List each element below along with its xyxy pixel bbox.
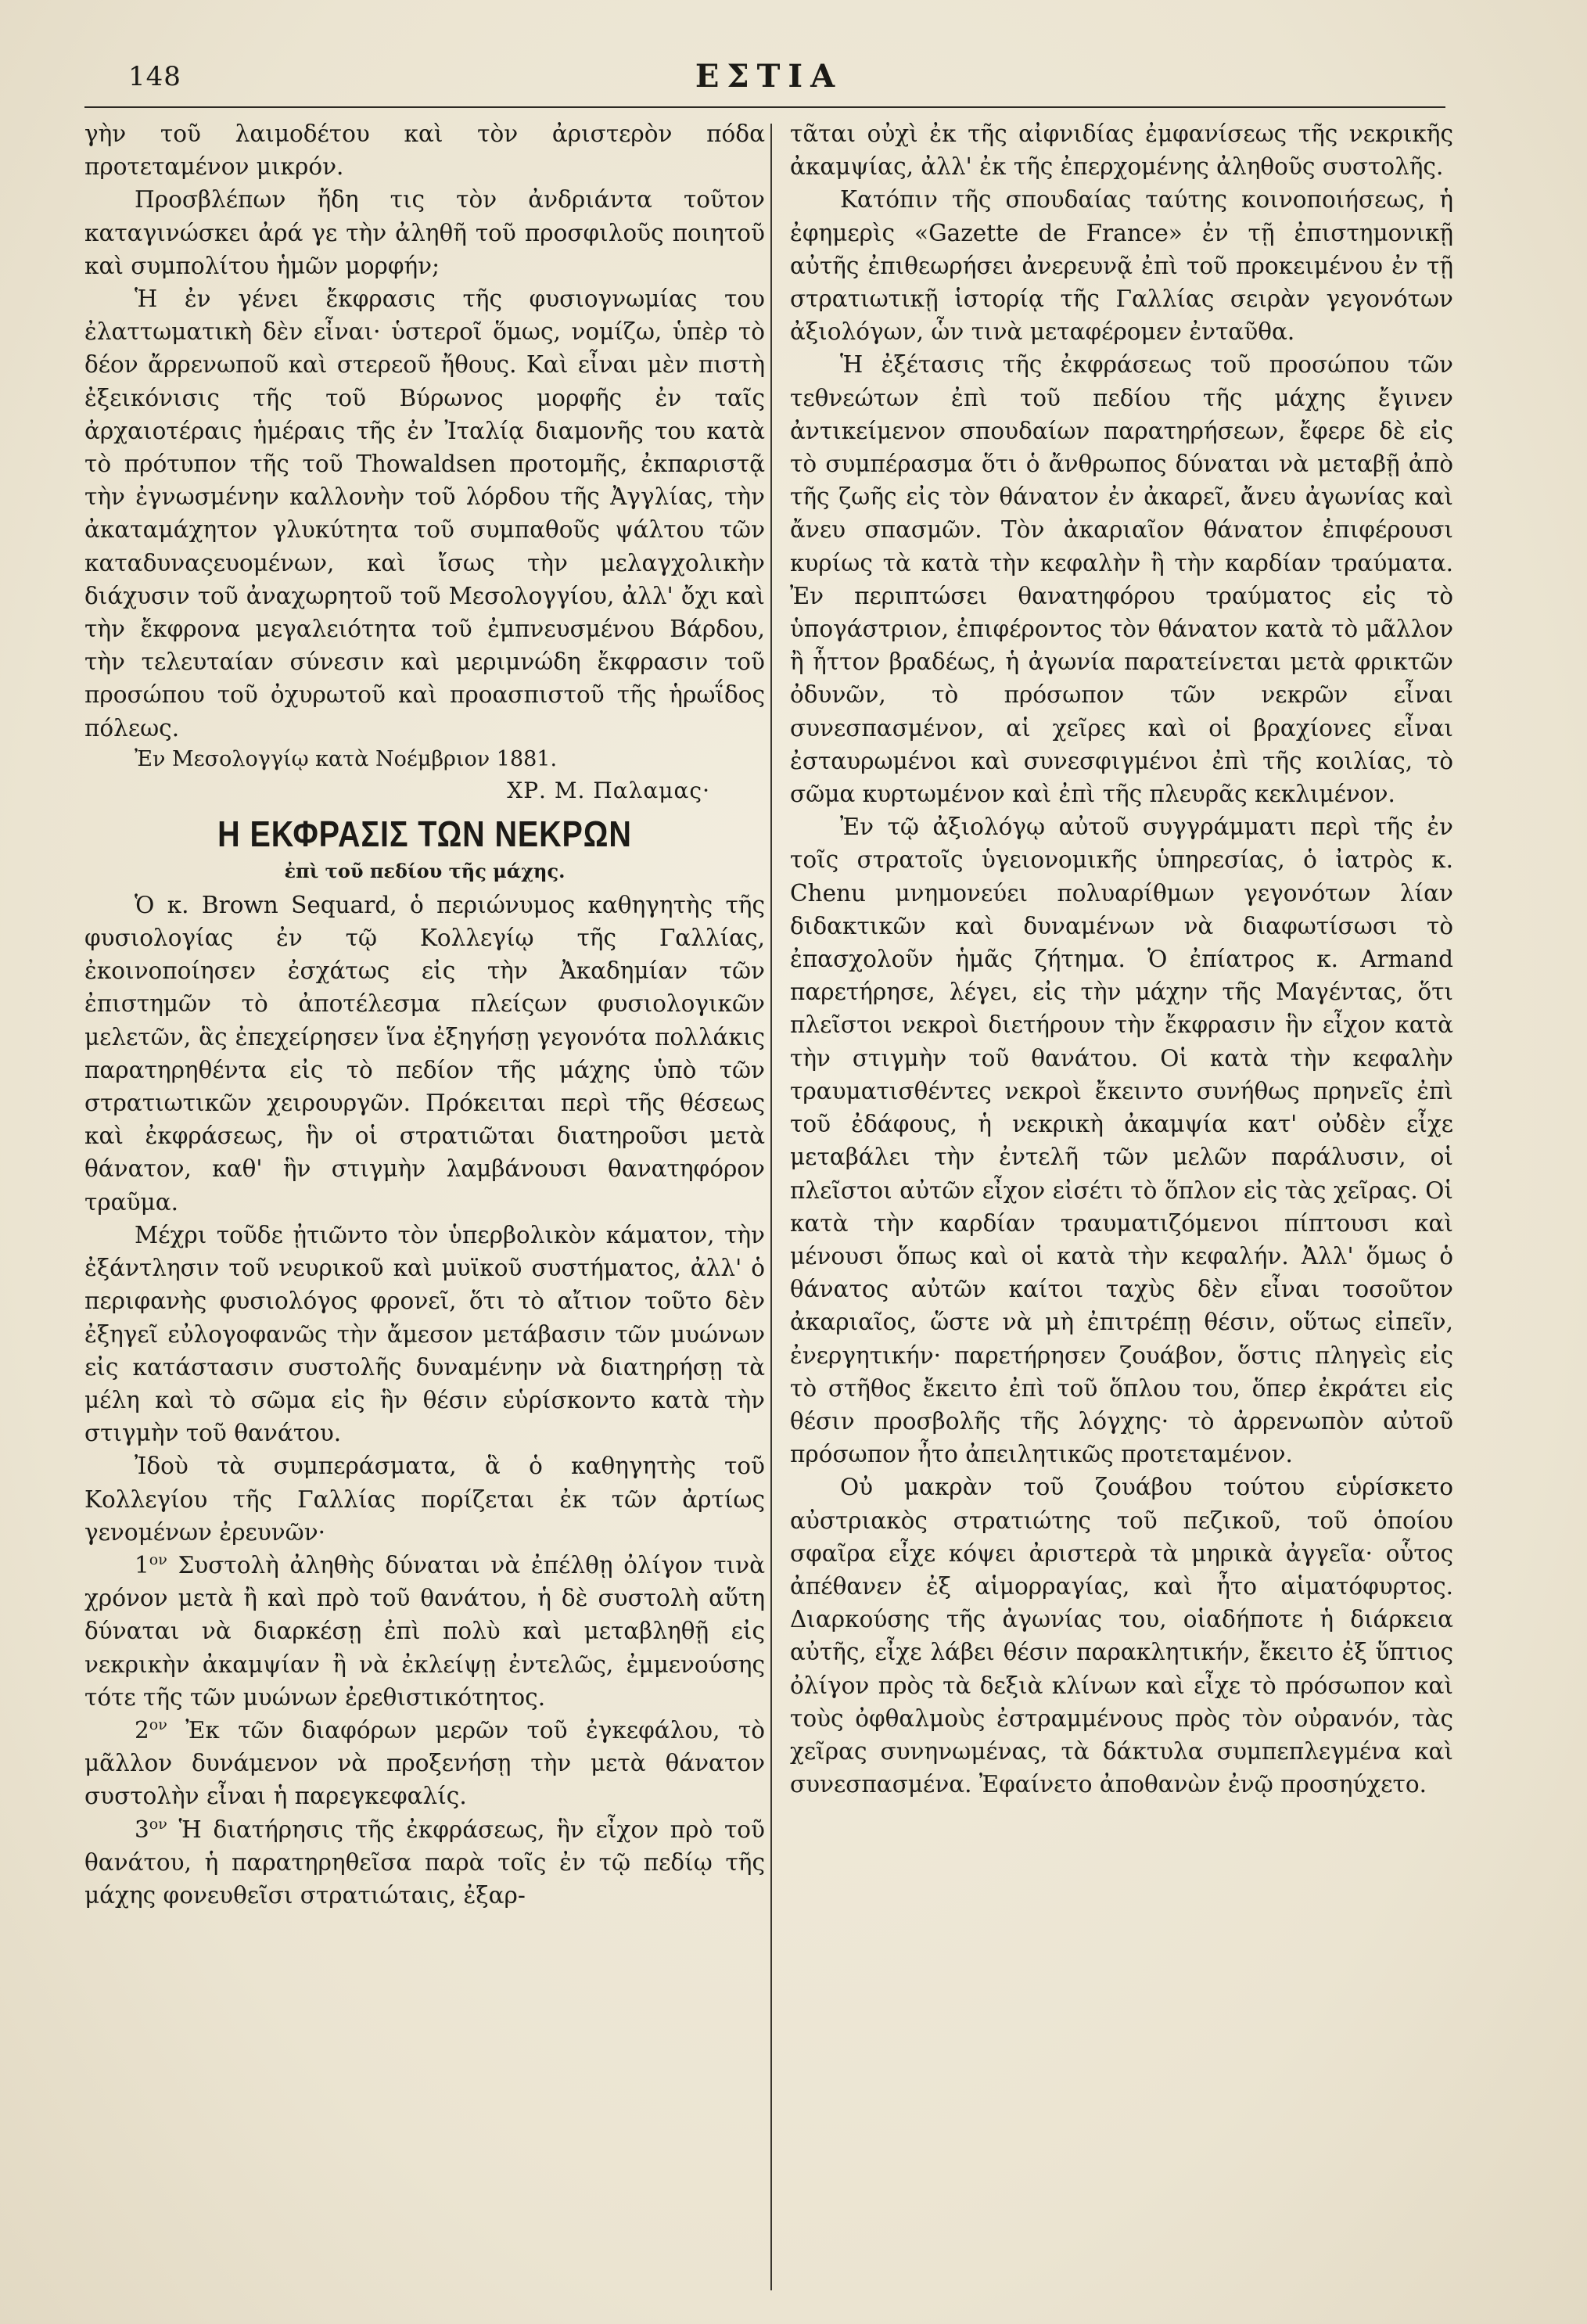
paragraph: Οὐ μακρὰν τοῦ ζουάβου τούτου εὑρίσκετο αὐστριακὸς στρατιώτης τοῦ πεζικοῦ, τοῦ ὁποίου σφαῖρα εἶχε κόψει ἀριστερὰ τὰ μηρικὰ ἀγγεῖα· οὗτος ἀπέθανεν ἐξ αἱμορραγίας, καὶ ἦτο αἱματόφυρτος. Διαρκούσης τῆς ἀγωνίας του, οἱαδήποτε ἡ διάρκεια αὐτῆς, εἶχε λάβει θέσιν παρακλητικήν, ἔκειτο ἐξ ὕπτιος ὀλίγον πρὸς τὰ δεξιὰ κλίνων καὶ εἶχε τὸ πρόσωπον καὶ τοὺς ὀφθαλμοὺς ἐστραμμένους πρὸς τὸν οὐρανόν, τὰς χεῖρας συνηνωμένας, τὰ δάκτυλα συμπεπλεγμένα καὶ συνεσπασμένα. Ἐφαίνετο ἀποθανὼν ἐνῷ προσηύχετο. — [790, 1474, 1453, 1798]
article-subtitle: ἐπὶ τοῦ πεδίου τῆς μάχης. — [284, 859, 566, 882]
page-header — [84, 50, 1453, 103]
signature-place-date: Ἐν Μεσολογγίῳ κατὰ Νοέμβριον 1881. — [135, 746, 558, 771]
numbered-conclusion-2 — [84, 1714, 765, 1813]
left-column — [84, 117, 765, 1912]
conclusion-number: 2 — [135, 1716, 149, 1744]
conclusion-number: 3 — [135, 1816, 149, 1843]
paragraph: Ἡ ἐξέτασις τῆς ἐκφράσεως τοῦ προσώπου τῶν τεθνεώτων ἐπὶ τοῦ πεδίου τῆς μάχης ἔγινεν ἀντικείμενον σπουδαίων παρατηρήσεων, ἔφερε δὲ εἰς τὸ συμπέρασμα ὅτι ὁ ἄνθρωπος δύναται νὰ μεταβῇ ἀπὸ τῆς ζωῆς εἰς τὸν θάνατον ἐν ἀκαρεῖ, ἄνευ ἀγωνίας καὶ ἄνευ σπασμῶν. Τὸν ἀκαριαῖον θάνατον ἐπιφέρουσι κυρίως τὰ κατὰ τὴν κεφαλὴν ἢ τὴν καρδίαν τραύματα. Ἐν περιπτώσει θανατηφόρου τραύματος εἰς τὸ ὑπογάστριον, ἐπιφέροντος τὸν θάνατον κατὰ τὸ μᾶλλον ἢ ἧττον βραδέως, ἡ ἀγωνία παρατείνεται μετὰ φρικτῶν ὀδυνῶν, τὸ πρόσωπον τῶν νεκρῶν εἶναι συνεσπασμένον, αἱ χεῖρες καὶ οἱ βραχίονες εἶναι ἐσταυρωμένοι καὶ συνεσφιγμένοι ἐπὶ τῆς κοιλίας, τὸ σῶμα κυρτωμένον καὶ ἐπὶ τῆς πλευρᾶς κεκλιμένον. — [790, 351, 1453, 808]
conclusion-number: 1 — [135, 1551, 149, 1579]
paragraph: Κατόπιν τῆς σπουδαίας ταύτης κοινοποιήσεως, ἡ ἐφημερὶς «Gazette de France» ἐν τῇ ἐπιστημονικῇ αὐτῆς ἐπιθεωρήσει ἀνερευνᾷ ἐπὶ τοῦ προκειμένου ἐν τῇ στρατιωτικῇ ἱστορίᾳ τῆς Γαλλίας σειρὰν γεγονότων ἀξιολόγων, ὧν τινὰ μεταφέρομεν ἐνταῦθα. — [790, 186, 1453, 346]
numbered-conclusion-1 — [84, 1549, 765, 1714]
paragraph: Ἰδοὺ τὰ συμπεράσματα, ἃ ὁ καθηγητὴς τοῦ Κολλεγίου τῆς Γαλλίας πορίζεται ἐκ τῶν ἀρτίως γενομένων ἐρευνῶν· — [84, 1453, 765, 1546]
paragraph: Μέχρι τοῦδε ᾐτιῶντο τὸν ὑπερβολικὸν κάματον, τὴν ἐξάντλησιν τοῦ νευρικοῦ καὶ μυϊκοῦ συστήματος, ἀλλ' ὁ περιφανὴς φυσιολόγος φρονεῖ, ὅτι τὸ αἴτιον τοῦτο δὲν ἐξηγεῖ εὐλογοφανῶς τὴν ἄμεσον μετάβασιν τῶν μυώνων εἰς κατάστασιν συστολῆς δυναμένην νὰ διατηρήσῃ τὰ μέλη καὶ τὸ σῶμα εἰς ἣν θέσιν εὑρίσκοντο κατὰ τὴν στιγμὴν τοῦ θανάτου. — [84, 1221, 765, 1447]
right-column — [790, 117, 1453, 1801]
paragraph: Ἡ ἐν γένει ἔκφρασις τῆς φυσιογνωμίας του ἐλαττωματικὴ δὲν εἶναι· ὑστεροῖ ὅμως, νομίζω, ὑπὲρ τὸ δέον ἄρρενωποῦ καὶ στερεοῦ ἤθους. Καὶ εἶναι μὲν πιστὴ ἐξεικόνισις τῆς τοῦ Βύρωνος μορφῆς ἐν ταῖς ἀρχαιοτέραις ἡμέραις τῆς ἐν Ἰταλίᾳ διαμονῆς του κατὰ τὸ πρότυπον τῆς τοῦ Thowaldsen προτομῆς, ἐκπαριστᾷ τὴν ἐγνωσμένην καλλονὴν τοῦ λόρδου τῆς Ἀγγλίας, τὴν ἀκαταμάχητον γλυκύτητα τοῦ συμπαθοῦς ψάλτου τῶν καταδυναςευομένων, καὶ ἴσως τὴν μελαγχολικὴν διάχυσιν τοῦ ἀναχωρητοῦ τοῦ Μεσολογγίου, ἀλλ' ὄχι καὶ τὴν ἔκφρονα μεγαλειότητα τοῦ ἐμπνευσμένου Βάρδου, τὴν τελευταίαν σύνεσιν καὶ μεριμνώδη ἔκφρασιν τοῦ προσώπου τοῦ ὀχυρωτοῦ καὶ προασπιστοῦ τῆς ἡρωΐδος πόλεως. — [84, 286, 765, 742]
conclusion-text: Ἐκ τῶν διαφόρων μερῶν τοῦ ἐγκεφάλου, τὸ μᾶλλον δυνάμενον νὰ προξενήσῃ τὴν μετὰ θάνατον συστολὴν εἶναι ἡ παρεγκεφαλίς. — [84, 1716, 765, 1810]
paragraph: Ὁ κ. Brown Sequard, ὁ περιώνυμος καθηγητὴς τῆς φυσιολογίας ἐν τῷ Κολλεγίῳ τῆς Γαλλίας, ἐκοινοποίησεν ἐσχάτως εἰς τὴν Ἀκαδημίαν τῶν ἐπιστημῶν τὸ ἀποτέλεσμα πλείςων φυσιολογικῶν μελετῶν, ἃς ἐπεχείρησεν ἵνα ἐξηγήσῃ γεγονότα πολλάκις παρατηρηθέντα εἰς τὸ πεδίον τῆς μάχης ὑπὸ τῶν στρατιωτικῶν χειρουργῶν. Πρόκειται περὶ τῆς θέσεως καὶ ἐκφράσεως, ἣν οἱ στρατιῶται διατηροῦσι μετὰ θάνατον, καθ' ἣν στιγμὴν λαμβάνουσι θανατηφόρον τραῦμα. — [84, 891, 765, 1216]
running-title: ΕΣΤΙΑ — [695, 58, 843, 95]
column-divider — [770, 124, 772, 2290]
article-title: Η ΕΚΦΡΑΣΙΣ ΤΩΝ ΝΕΚΡΩΝ — [217, 813, 632, 854]
header-rule — [84, 106, 1445, 108]
numbered-conclusion-3 — [84, 1813, 765, 1913]
ordinal-suffix: ον — [149, 1815, 167, 1833]
conclusion-text: Ἡ διατήρησις τῆς ἐκφράσεως, ἣν εἶχον πρὸ τοῦ θανάτου, ἡ παρατηρηθεῖσα παρὰ τοῖς ἐν τῷ πεδίῳ τῆς μάχης φονευθεῖσι στρατιώταις, ἐξαρ- — [84, 1816, 765, 1909]
page-number: 148 — [128, 61, 181, 92]
paragraph: τᾶται οὐχὶ ἐκ τῆς αἰφνιδίας ἐμφανίσεως τῆς νεκρικῆς ἀκαμψίας, ἀλλ' ἐκ τῆς ἐπερχομένης ἀληθοῦς συστολῆς. — [790, 120, 1453, 181]
signature-author: ΧΡ. Μ. Παλαμας· — [507, 777, 710, 803]
conclusion-text: Συστολὴ ἀληθὴς δύναται νὰ ἐπέλθῃ ὀλίγον τινὰ χρόνον μετὰ ἢ καὶ πρὸ τοῦ θανάτου, ἡ δὲ συστολὴ αὕτη δύναται νὰ διαρκέσῃ ἐπὶ πολὺ καὶ μεταβληθῇ εἰς νεκρικὴν ἀκαμψίαν ἢ νὰ ἐκλείψῃ ἐντελῶς, ἐμμενούσης τότε τῆς τῶν μυώνων ἐρεθιστικότητος. — [84, 1551, 765, 1711]
paragraph: γὴν τοῦ λαιμοδέτου καὶ τὸν ἀριστερὸν πόδα προτεταμένον μικρόν. — [84, 120, 765, 181]
paragraph: Προσβλέπων ἤδη τις τὸν ἀνδριάντα τοῦτον καταγινώσκει ἀρά γε τὴν ἀληθῆ τοῦ προσφιλοῦς ποιητοῦ καὶ συμπολίτου ἡμῶν μορφήν; — [84, 186, 765, 279]
ordinal-suffix: ον — [149, 1551, 167, 1569]
paragraph: Ἐν τῷ ἀξιολόγῳ αὐτοῦ συγγράμματι περὶ τῆς ἐν τοῖς στρατοῖς ὑγειονομικῆς ὑπηρεσίας, ὁ ἰατρὸς κ. Chenu μνημονεύει πολυαρίθμων γεγονότων λίαν διδακτικῶν καὶ δυναμένων νὰ διαφωτίσωσι τὸ ἐπασχολοῦν ἡμᾶς ζήτημα. Ὁ ἐπίατρος κ. Armand παρετήρησε, λέγει, εἰς τὴν μάχην τῆς Μαγέντας, ὅτι πλεῖστοι νεκροὶ διετήρουν τὴν ἔκφρασιν ἣν εἶχον κατὰ τὴν στιγμὴν τοῦ θανάτου. Οἱ κατὰ τὴν κεφαλὴν τραυματισθέντες νεκροὶ ἔκειντο συνήθως πρηνεῖς ἐπὶ τοῦ ἐδάφους, ἡ νεκρικὴ ἀκαμψία κατ' οὐδὲν εἶχε μεταβάλει τὴν ἐντελῆ τῶν μελῶν παράλυσιν, οἱ πλεῖστοι αὐτῶν εἶχον εἰσέτι τὸ ὅπλον εἰς τὰς χεῖρας. Οἱ κατὰ τὴν καρδίαν τραυματιζόμενοι πίπτουσι καὶ μένουσι ὅπως καὶ οἱ κατὰ τὴν κεφαλήν. Ἀλλ' ὅμως ὁ θάνατος αὐτῶν καίτοι ταχὺς δὲν εἶναι τοσοῦτον ἀκαριαῖος, ὥστε νὰ μὴ ἐπιτρέπῃ θέσιν, οὕτως εἰπεῖν, ἐνεργητικήν· παρετήρησεν ζουάβον, ὅστις πληγεὶς εἰς τὸ στῆθος ἔκειτο ἐπὶ τοῦ ὅπλου του, ὅπερ ἐκράτει εἰς θέσιν προσβολῆς τῆς λόγχης· τὸ ἀρρενωπὸν αὐτοῦ πρόσωπον ἦτο ἀπειλητικῶς προτεταμένον. — [790, 814, 1453, 1468]
ordinal-suffix: ον — [149, 1716, 167, 1734]
